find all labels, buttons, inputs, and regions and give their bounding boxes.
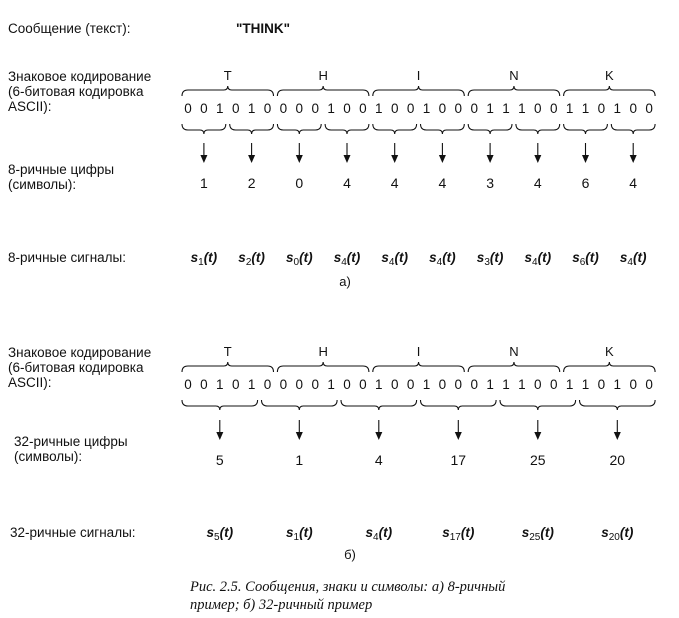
symbol-group-braces	[182, 124, 655, 134]
bit: 0	[295, 377, 304, 392]
panel-a	[8, 68, 655, 289]
down-arrow-icon	[344, 143, 351, 163]
message-value: "THINK"	[236, 21, 291, 36]
mapping-arrows	[200, 143, 636, 163]
down-arrow-icon	[296, 420, 303, 440]
bit: 0	[629, 377, 637, 392]
symbol-digit: 6	[581, 175, 590, 191]
signal-label: $s_4(t)$	[524, 250, 552, 268]
signal-label: $s_6(t)$	[572, 250, 599, 268]
symbol-digit: 4	[533, 175, 542, 191]
bit: 0	[597, 377, 606, 392]
character-brace	[468, 86, 560, 96]
symbol-digit: 4	[343, 175, 351, 191]
bit-string	[184, 377, 653, 392]
bit: 0	[343, 101, 351, 116]
bit: 1	[518, 377, 526, 392]
down-arrow-icon	[200, 143, 207, 163]
symbol-brace	[421, 124, 465, 134]
character-label: N	[509, 344, 519, 359]
bit: 1	[422, 377, 431, 392]
bit: 1	[581, 101, 590, 116]
bit: 1	[613, 377, 622, 392]
encoding-label-line-3: ASCII):	[8, 99, 52, 114]
symbol-digit: 1	[200, 175, 208, 191]
bit: 1	[375, 101, 383, 116]
bit: 0	[438, 377, 447, 392]
symbol-brace	[341, 400, 417, 410]
bit: 1	[486, 377, 494, 392]
bit: 0	[279, 377, 288, 392]
bit: 0	[231, 377, 240, 392]
signal-label: $s_0(t)$	[286, 250, 313, 268]
signal-labels	[207, 525, 634, 543]
bit: 0	[470, 377, 478, 392]
bit: 1	[565, 101, 574, 116]
character-brace	[373, 362, 465, 372]
bit: 0	[534, 101, 542, 116]
signals-label: 32-ричные сигналы:	[10, 525, 136, 540]
bit: 1	[518, 101, 526, 116]
bit: 0	[629, 101, 637, 116]
character-label: K	[605, 68, 614, 83]
character-label: I	[416, 68, 421, 83]
signal-label: $s_4(t)$	[333, 250, 361, 268]
bit: 0	[390, 101, 399, 116]
bit: 0	[645, 101, 653, 116]
down-arrow-icon	[391, 143, 398, 163]
character-labels	[224, 344, 614, 359]
symbol-digits	[200, 175, 637, 191]
symbol-digit: 20	[609, 452, 626, 468]
bit: 1	[581, 377, 590, 392]
character-brace	[564, 362, 656, 372]
symbol-brace	[277, 124, 321, 134]
bit: 0	[200, 377, 208, 392]
bit: 0	[359, 377, 367, 392]
character-brace	[373, 86, 465, 96]
symbol-brace	[580, 400, 656, 410]
symbol-brace	[500, 400, 576, 410]
bit: 1	[422, 101, 431, 116]
symbol-digit: 3	[486, 175, 494, 191]
symbol-brace	[468, 124, 512, 134]
signal-label: $s_4(t)$	[365, 525, 393, 543]
symbol-brace	[325, 124, 369, 134]
bit: 0	[454, 101, 463, 116]
symbol-brace	[421, 400, 497, 410]
signal-label: $s_1(t)$	[286, 525, 313, 543]
symbol-group-braces	[182, 400, 655, 410]
bit: 0	[534, 377, 542, 392]
symbol-digit: 2	[247, 175, 256, 191]
signal-label: $s_2(t)$	[238, 250, 265, 268]
bit: 0	[549, 377, 558, 392]
bit: 0	[184, 101, 192, 116]
encoding-label-line-1: Знаковое кодирование	[8, 69, 152, 84]
symbol-brace	[564, 124, 608, 134]
bit: 0	[406, 101, 415, 116]
character-label: K	[605, 344, 614, 359]
encoding-label-line-2: (6-битовая кодировка	[8, 84, 144, 99]
bit: 0	[295, 101, 304, 116]
bit: 0	[438, 101, 447, 116]
symbol-digit: 4	[438, 175, 447, 191]
character-label: T	[223, 344, 232, 359]
bit: 0	[645, 377, 653, 392]
bit: 1	[327, 101, 335, 116]
down-arrow-icon	[630, 143, 637, 163]
bit: 1	[247, 101, 256, 116]
down-arrow-icon	[487, 143, 494, 163]
character-label: T	[223, 68, 232, 83]
digits-label-line-1: 8-ричные цифры	[8, 162, 115, 177]
bit: 1	[486, 101, 494, 116]
signal-label: $s_5(t)$	[206, 525, 234, 543]
bit: 1	[375, 377, 383, 392]
bit: 1	[216, 377, 224, 392]
signal-label: $s_4(t)$	[619, 250, 647, 268]
symbol-brace	[182, 124, 226, 134]
symbol-digit: 4	[390, 175, 399, 191]
character-brace	[468, 362, 560, 372]
symbol-brace	[516, 124, 560, 134]
down-arrow-icon	[455, 420, 462, 440]
figure-caption-line-1: Рис. 2.5. Сообщения, знаки и символы: а) 8-ричный	[190, 579, 506, 595]
symbol-digit: 1	[295, 452, 304, 468]
bit: 0	[454, 377, 463, 392]
bit: 0	[311, 377, 319, 392]
down-arrow-icon	[534, 420, 541, 440]
bit: 0	[359, 101, 367, 116]
symbol-digit: 25	[530, 452, 546, 468]
signal-label: $s_{25}(t)$	[521, 525, 554, 543]
character-label: H	[318, 344, 328, 359]
symbol-brace	[230, 124, 274, 134]
bit: 0	[279, 101, 288, 116]
symbol-digit: 17	[450, 452, 467, 468]
bit: 0	[231, 101, 240, 116]
bit: 0	[263, 377, 272, 392]
character-braces	[182, 86, 655, 96]
symbol-digit: 4	[629, 175, 638, 191]
symbol-digit: 4	[374, 452, 383, 468]
symbol-digit: 0	[295, 175, 304, 191]
digits-label-line-2: (символы):	[8, 177, 77, 192]
bit: 1	[502, 377, 510, 392]
symbol-brace	[611, 124, 655, 134]
panel-b	[8, 344, 655, 562]
character-brace	[277, 86, 369, 96]
down-arrow-icon	[248, 143, 255, 163]
bit: 0	[406, 377, 415, 392]
symbol-digits	[216, 452, 625, 468]
down-arrow-icon	[375, 420, 382, 440]
character-label: H	[318, 68, 328, 83]
mapping-arrows	[216, 420, 621, 440]
character-brace	[182, 86, 274, 96]
bit-string	[184, 101, 653, 116]
signal-label: $s_4(t)$	[381, 250, 408, 268]
character-label: N	[509, 68, 519, 83]
character-labels	[224, 68, 614, 83]
down-arrow-icon	[534, 143, 541, 163]
bit: 0	[263, 101, 272, 116]
symbol-brace	[262, 400, 338, 410]
bit: 0	[200, 101, 208, 116]
character-brace	[277, 362, 369, 372]
bit: 0	[184, 377, 192, 392]
bit: 0	[549, 101, 558, 116]
character-braces	[182, 362, 655, 372]
symbol-brace	[373, 124, 417, 134]
bit: 1	[502, 101, 510, 116]
character-label: I	[416, 344, 421, 359]
symbol-brace	[182, 400, 258, 410]
bit: 1	[613, 101, 622, 116]
bit: 0	[470, 101, 478, 116]
signal-label: $s_{17}(t)$	[442, 525, 475, 543]
down-arrow-icon	[614, 420, 621, 440]
figure-caption-line-2: пример; б) 32-ричный пример	[190, 597, 373, 613]
bit: 1	[327, 377, 335, 392]
signal-label: $s_4(t)$	[429, 250, 456, 268]
bit: 1	[216, 101, 224, 116]
down-arrow-icon	[439, 143, 446, 163]
message-label: Сообщение (текст):	[8, 21, 131, 36]
encoding-label-line-1: Знаковое кодирование	[8, 345, 152, 360]
panel-b-label: б)	[344, 547, 356, 562]
bit: 0	[390, 377, 399, 392]
panel-a-label: а)	[339, 274, 351, 289]
down-arrow-icon	[582, 143, 589, 163]
digits-label-line-1: 32-ричные цифры	[14, 434, 128, 449]
down-arrow-icon	[216, 420, 223, 440]
bit: 1	[565, 377, 574, 392]
symbol-digit: 5	[215, 452, 224, 468]
signal-label: $s_{20}(t)$	[601, 525, 634, 543]
signal-label: $s_3(t)$	[476, 250, 504, 268]
signals-label: 8-ричные сигналы:	[8, 250, 127, 265]
bit: 0	[343, 377, 351, 392]
character-brace	[182, 362, 274, 372]
digits-label-line-2: (символы):	[14, 449, 83, 464]
down-arrow-icon	[296, 143, 303, 163]
bit: 1	[247, 377, 256, 392]
signal-labels	[191, 250, 647, 268]
bit: 0	[597, 101, 606, 116]
encoding-label-line-2: (6-битовая кодировка	[8, 360, 144, 375]
encoding-label-line-3: ASCII):	[8, 375, 52, 390]
signal-label: $s_1(t)$	[190, 250, 218, 268]
bit: 0	[311, 101, 319, 116]
character-brace	[564, 86, 656, 96]
